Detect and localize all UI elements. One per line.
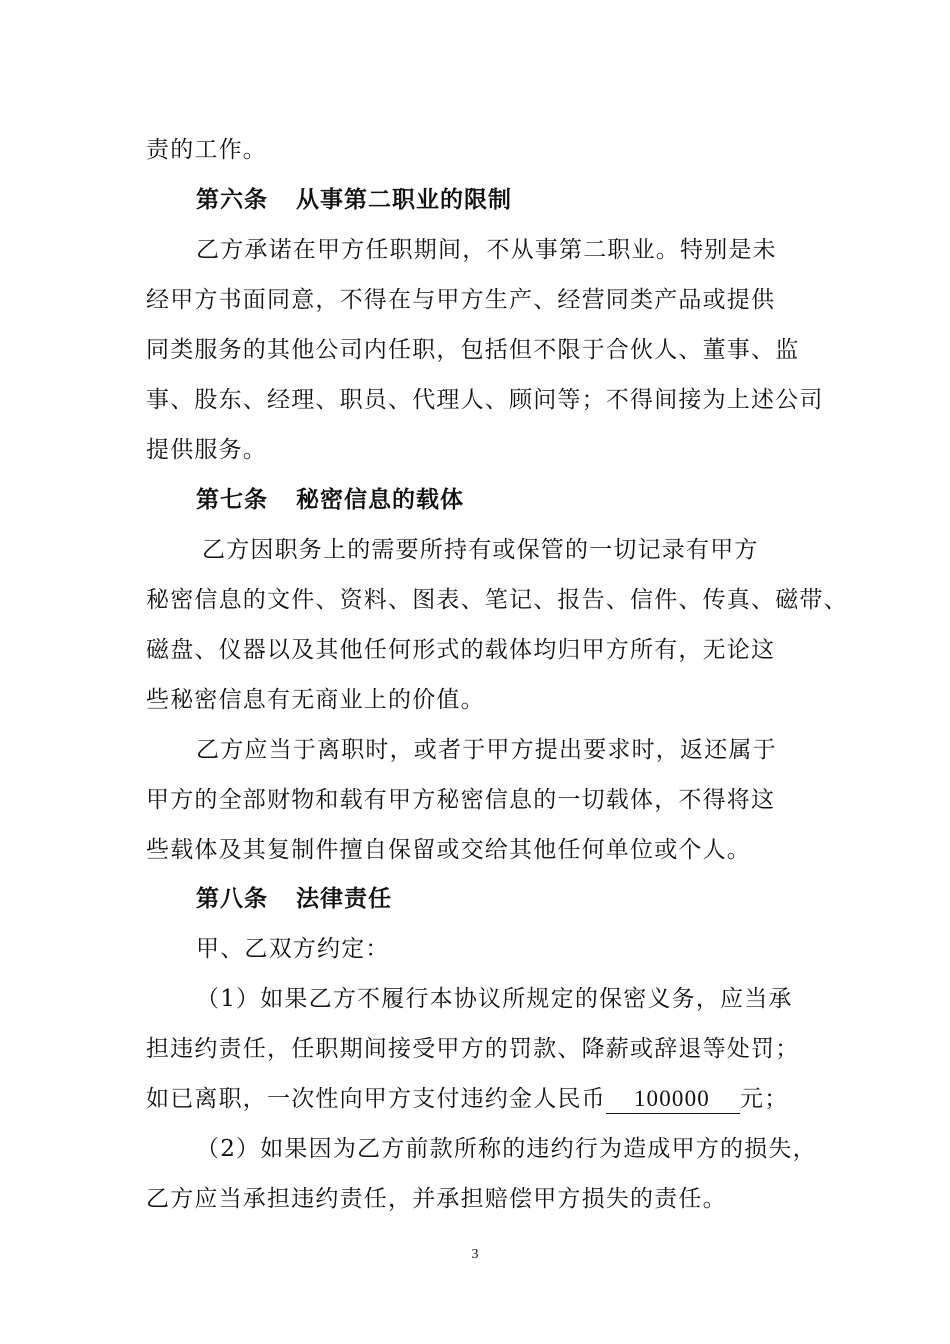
penalty-suffix: 元；	[740, 1086, 789, 1112]
paragraph-line: 甲、乙双方约定：	[196, 936, 390, 962]
paragraph-line: 磁盘、仪器以及其他任何形式的载体均归甲方所有，无论这	[146, 637, 776, 663]
paragraph-line: 些秘密信息有无商业上的价值。	[146, 687, 485, 713]
article-title: 法律责任	[296, 885, 392, 912]
paragraph-line: 乙方因职务上的需要所持有或保管的一切记录有甲方	[202, 537, 759, 563]
penalty-prefix: 如已离职，一次性向甲方支付违约金人民币	[146, 1086, 606, 1112]
article-title: 从事第二职业的限制	[296, 186, 512, 213]
article-number: 第七条	[196, 486, 268, 513]
paragraph-line: （2）如果因为乙方前款所称的违约行为造成甲方的损失，	[196, 1136, 817, 1162]
paragraph-line: 经甲方书面同意，不得在与甲方生产、经营同类产品或提供	[146, 287, 776, 313]
paragraph-line: 乙方应当于离职时，或者于甲方提出要求时，返还属于	[196, 737, 777, 763]
page-number: 3	[471, 1247, 479, 1262]
article-number: 第八条	[196, 885, 268, 912]
paragraph-line: 甲方的全部财物和载有甲方秘密信息的一切载体，不得将这	[146, 787, 776, 813]
paragraph-line: 担违约责任，任职期间接受甲方的罚款、降薪或辞退等处罚；	[146, 1036, 800, 1062]
article-number: 第六条	[196, 186, 268, 213]
paragraph-line: 提供服务。	[146, 437, 267, 463]
paragraph-line: 些载体及其复制件擅自保留或交给其他任何单位或个人。	[146, 837, 751, 863]
paragraph-line: 同类服务的其他公司内任职，包括但不限于合伙人、董事、监	[146, 337, 800, 363]
paragraph-line: （1）如果乙方不履行本协议所规定的保密义务，应当承	[196, 986, 793, 1012]
penalty-line	[146, 1074, 816, 1124]
section-heading-7	[196, 475, 816, 525]
paragraph-line: 责的工作。	[146, 137, 267, 163]
article-title: 秘密信息的载体	[296, 486, 464, 513]
section-heading-6	[196, 175, 816, 225]
paragraph-line: 乙方应当承担违约责任，并承担赔偿甲方损失的责任。	[146, 1186, 727, 1212]
paragraph-line: 事、股东、经理、职员、代理人、顾问等；不得间接为上述公司	[146, 387, 824, 413]
penalty-amount: 100000	[606, 1085, 740, 1114]
paragraph-line: 乙方承诺在甲方任职期间，不从事第二职业。特别是未	[196, 237, 777, 263]
section-heading-8	[196, 874, 816, 924]
paragraph-line: 秘密信息的文件、资料、图表、笔记、报告、信件、传真、磁带、	[146, 587, 848, 613]
